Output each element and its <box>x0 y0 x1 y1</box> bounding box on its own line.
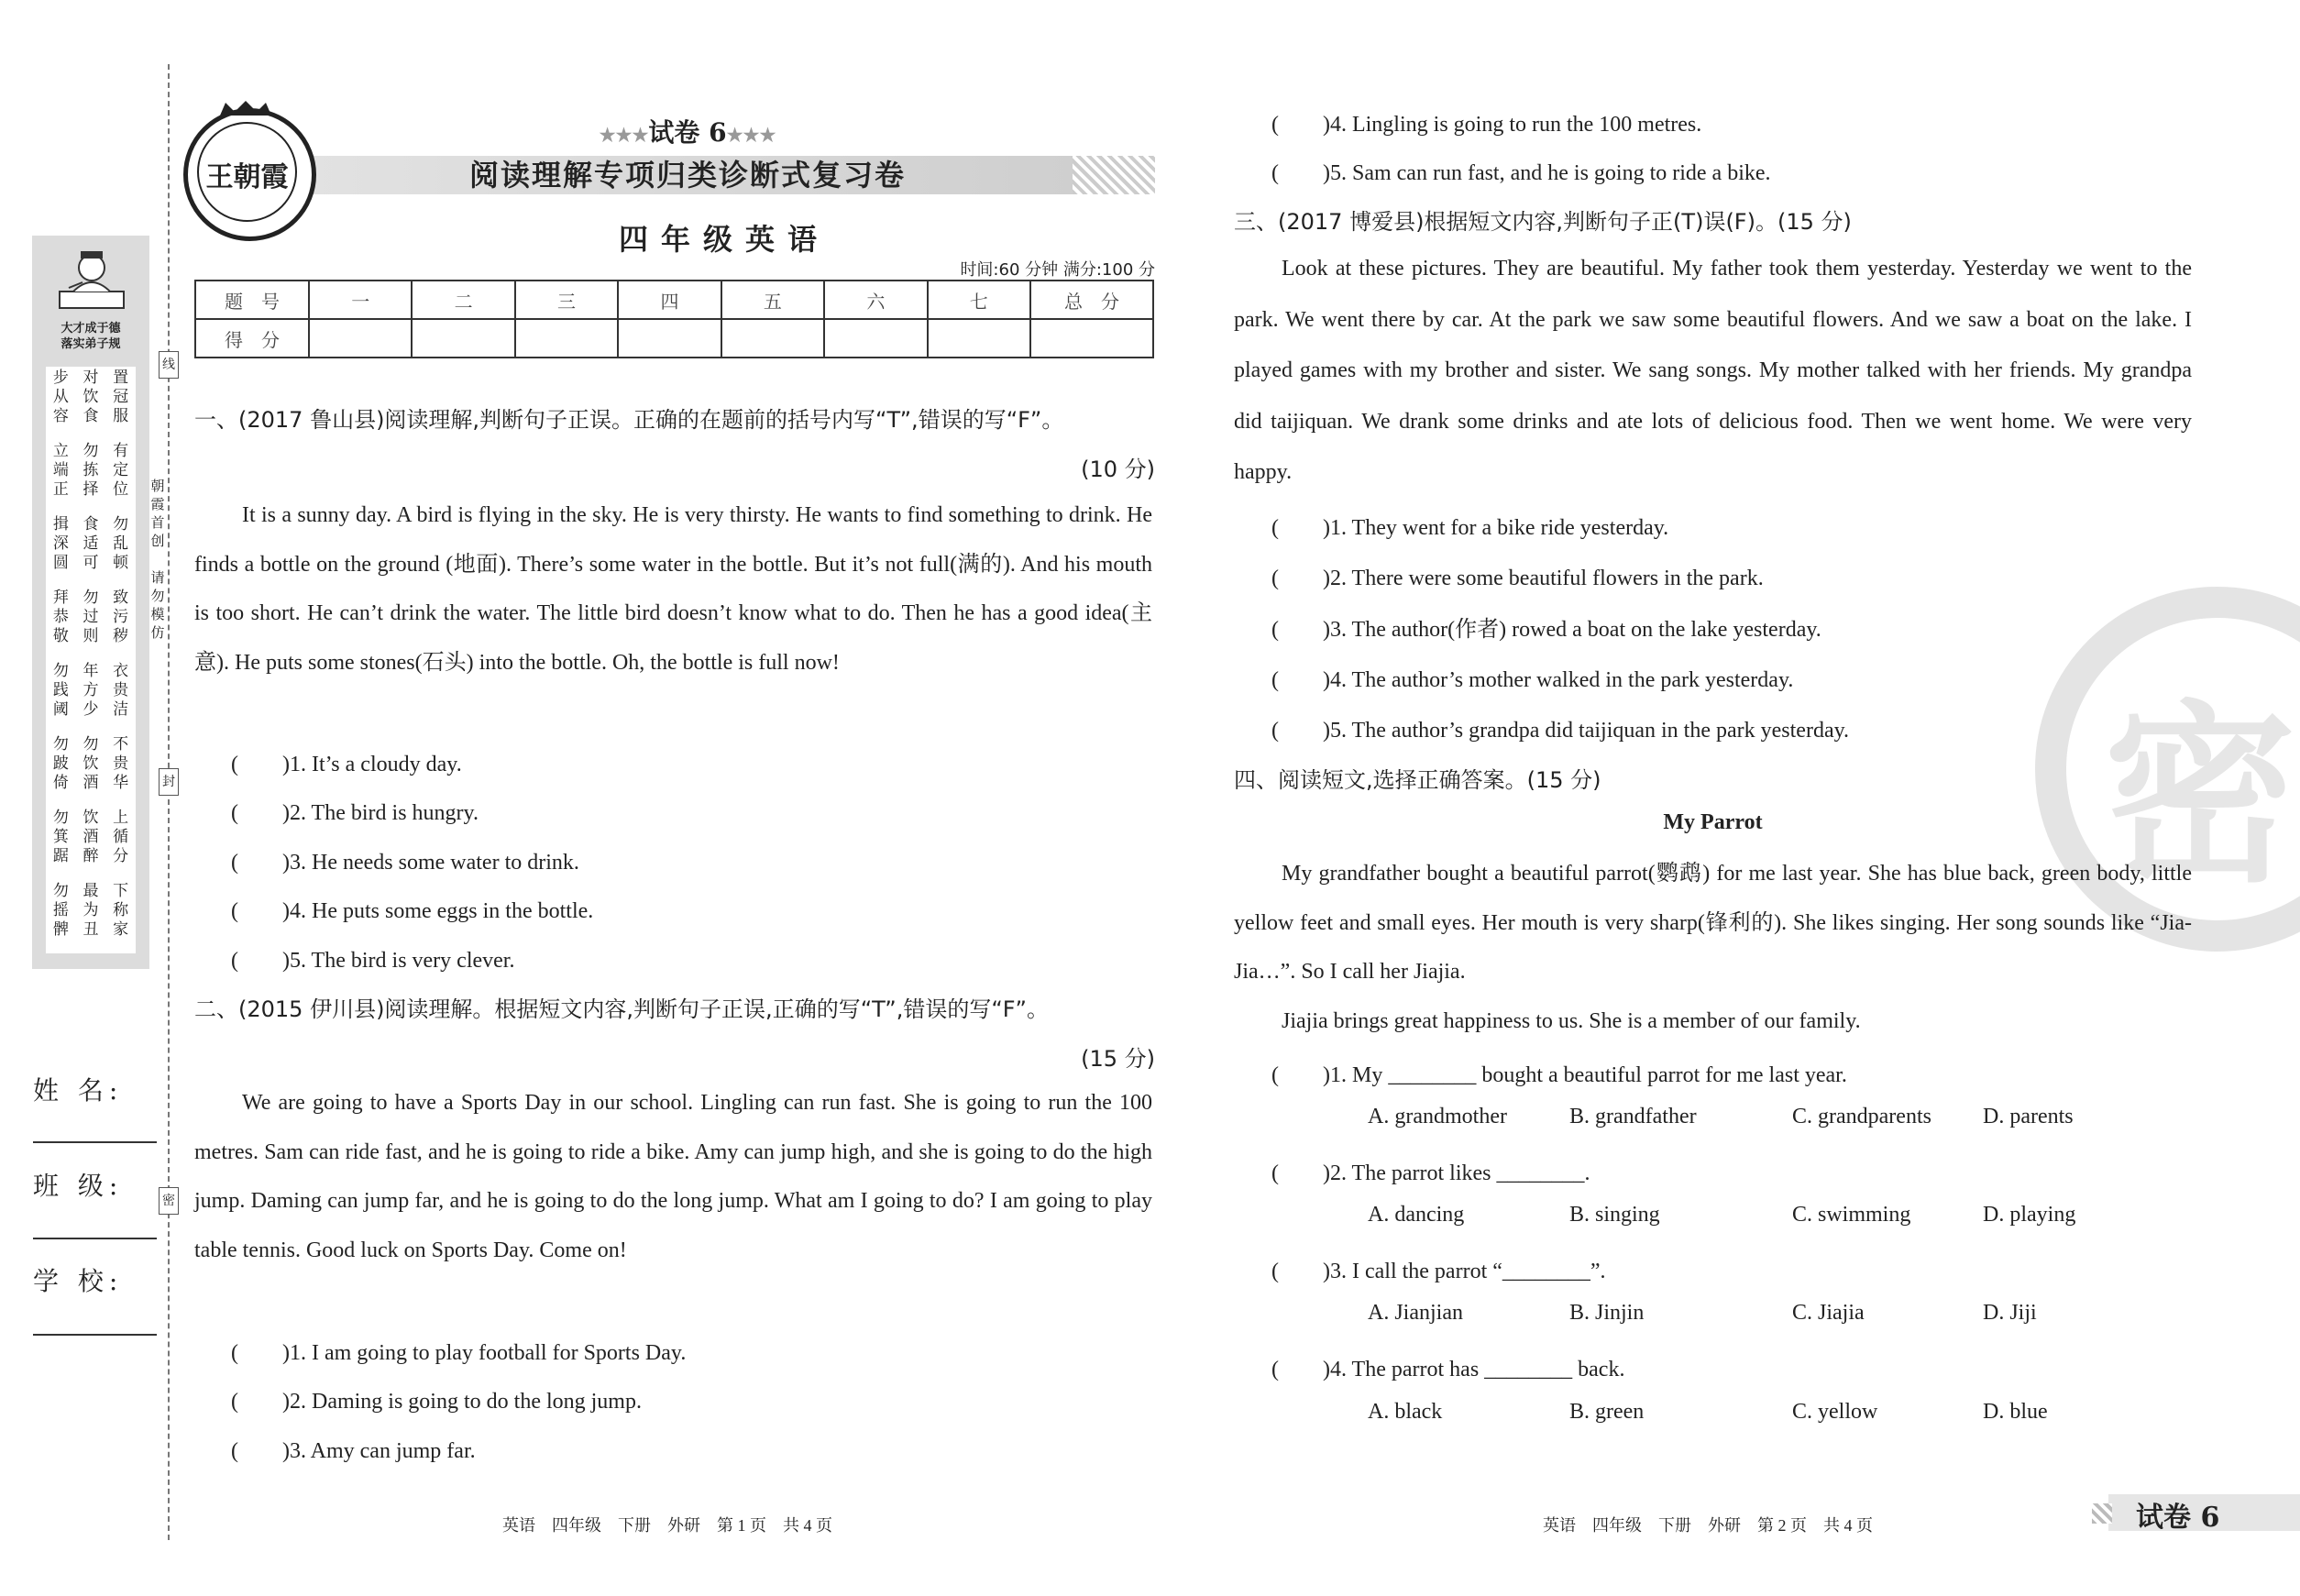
section3-passage: Look at these pictures. They are beautiful. My father took them yesterday. Yesterday we went to the park. We went there by car. At the park we saw some beautiful flowers. And we saw a boat on the lake. I played games with my brother and sister. We sang songs. My mother talked with her friends. My grandpa did taijiquan. We drank some drinks and ate lots of delicious food. Then we went home. We were very happy. <box>1234 257 2192 484</box>
s4-q1-option-d[interactable]: D. parents <box>1983 1105 2074 1128</box>
fold-mark-top: 线 <box>159 351 179 379</box>
score-table <box>194 280 1154 358</box>
section1-heading: 一、(2017 鲁山县)阅读理解,判断句子正误。正确的在题前的括号内写“T”,错误的写“F”。 <box>194 407 1064 433</box>
s1-question-1[interactable]: ( )1. It’s a cloudy day. <box>231 753 462 776</box>
score-table-cell: 四 <box>618 281 721 319</box>
crown-icon <box>218 101 273 117</box>
s4-question-3[interactable]: ( )3. I call the parrot “________”. <box>1271 1260 1606 1283</box>
section1-points: (10 分) <box>1081 457 1155 482</box>
s1-question-5[interactable]: ( )5. The bird is very clever. <box>231 949 515 973</box>
score-input-cell[interactable] <box>515 319 618 358</box>
s4-q2-option-b[interactable]: B. singing <box>1569 1203 1660 1227</box>
motto-group-3: 揖 食 勿 深 适 乱 圆 可 顿 <box>52 515 129 572</box>
ribbon-dots <box>1073 156 1155 194</box>
fold-note-no-copy: 请勿模仿 <box>150 569 165 641</box>
s4-q4-option-b[interactable]: B. green <box>1569 1400 1645 1424</box>
motto-heading: 大才成于德 落实弟子规 <box>61 322 121 351</box>
exam-series: ★★★试卷 6★★★ <box>599 117 776 148</box>
s4-q2-option-c[interactable]: C. swimming <box>1792 1203 1911 1227</box>
section1-passage: It is a sunny day. A bird is flying in the sky. He is very thirsty. He wants to find something to drink. He finds a bottle on the ground (地面). There’s some water in the bottle. But it’s not full(满的). And his mouth is too short. He can’t drink the water. The little bird doesn’t know what to do. Then he has a good idea(主意). He puts some stones(石头) into the bottle. Oh, the bottle is full now! <box>194 503 1152 675</box>
score-input-cell[interactable] <box>928 319 1030 358</box>
s1-question-4[interactable]: ( )4. He puts some eggs in the bottle. <box>231 899 594 923</box>
score-table-cell: 题 号 <box>195 281 309 319</box>
exam-meta: 时间:60 分钟 满分:100 分 <box>960 260 1155 280</box>
s3-question-2[interactable]: ( )2. There were some beautiful flowers in the park. <box>1271 567 1764 590</box>
class-field[interactable] <box>33 1238 157 1239</box>
school-label: 学 校: <box>33 1266 124 1296</box>
s4-question-1[interactable]: ( )1. My ________ bought a beautiful parrot for me last year. <box>1271 1063 1847 1087</box>
confidential-glyph: 密 <box>2103 684 2296 908</box>
score-table-cell: 总 分 <box>1030 281 1153 319</box>
s2-question-1[interactable]: ( )1. I am going to play football for Sports Day. <box>231 1341 687 1365</box>
score-input-cell[interactable] <box>721 319 824 358</box>
s1-question-2[interactable]: ( )2. The bird is hungry. <box>231 801 479 825</box>
motto-group-6: 勿 勿 不 跛 饮 贵 倚 酒 华 <box>52 735 129 792</box>
s2-question-3[interactable]: ( )3. Amy can jump far. <box>231 1439 476 1463</box>
name-field[interactable] <box>33 1141 157 1143</box>
score-table-score-row <box>195 319 1153 358</box>
s4-q1-option-b[interactable]: B. grandfather <box>1569 1105 1697 1128</box>
motto-group-1: 步 对 置 从 饮 冠 容 食 服 <box>52 369 129 425</box>
section4-passage-2: Jiajia brings great happiness to us. She is a member of our family. <box>1282 1009 1861 1033</box>
score-table-cell: 五 <box>721 281 824 319</box>
motto-group-4: 拜 勿 致 恭 过 污 敬 则 秽 <box>52 589 129 645</box>
score-table-cell: 三 <box>515 281 618 319</box>
s3-question-3[interactable]: ( )3. The author(作者) rowed a boat on the lake yesterday. <box>1271 618 1821 642</box>
s3-question-5[interactable]: ( )5. The author’s grandpa did taijiquan in the park yesterday. <box>1271 719 1850 743</box>
score-table-cell: 得 分 <box>195 319 309 358</box>
tab-dots <box>2092 1503 2112 1524</box>
grade-subject: 四年级英语 <box>618 222 830 257</box>
score-input-cell[interactable] <box>824 319 927 358</box>
s2-question-4[interactable]: ( )4. Lingling is going to run the 100 metres. <box>1271 113 1702 137</box>
score-input-cell[interactable] <box>618 319 721 358</box>
s4-q3-option-b[interactable]: B. Jinjin <box>1569 1301 1645 1325</box>
s4-q3-option-d[interactable]: D. Jiji <box>1983 1301 2037 1325</box>
fold-line <box>168 64 170 1540</box>
section2-points: (15 分) <box>1081 1046 1155 1072</box>
motto-group-8: 勿 最 下 摇 为 称 髀 丑 家 <box>52 882 129 939</box>
s4-q4-option-a[interactable]: A. black <box>1368 1400 1443 1424</box>
score-table-cell: 二 <box>412 281 514 319</box>
motto-group-2: 立 勿 有 端 拣 定 正 择 位 <box>52 442 129 499</box>
score-table-cell: 一 <box>309 281 412 319</box>
document-title: 阅读理解专项归类诊断式复习卷 <box>468 158 906 193</box>
s2-question-2[interactable]: ( )2. Daming is going to do the long jump. <box>231 1390 642 1414</box>
footer-page-1: 英语 四年级 下册 外研 第 1 页 共 4 页 <box>502 1516 832 1535</box>
paper-tab-label: 试卷 6 <box>2136 1502 2220 1534</box>
score-table-header-row <box>195 281 1153 319</box>
story-title: My Parrot <box>1663 810 1763 834</box>
motto-group-7: 勿 饮 上 箕 酒 循 踞 醉 分 <box>52 809 129 865</box>
motto-group-5: 勿 年 衣 践 方 贵 阈 少 洁 <box>52 662 129 719</box>
score-input-cell[interactable] <box>1030 319 1153 358</box>
fold-note-original: 朝霞首创 <box>150 478 165 549</box>
s4-question-4[interactable]: ( )4. The parrot has ________ back. <box>1271 1358 1625 1381</box>
score-input-cell[interactable] <box>412 319 514 358</box>
s4-q3-option-c[interactable]: C. Jiajia <box>1792 1301 1865 1325</box>
s3-question-1[interactable]: ( )1. They went for a bike ride yesterday. <box>1271 516 1669 540</box>
s4-q4-option-c[interactable]: C. yellow <box>1792 1400 1878 1424</box>
s4-q2-option-a[interactable]: A. dancing <box>1368 1203 1465 1227</box>
footer-page-2: 英语 四年级 下册 外研 第 2 页 共 4 页 <box>1543 1516 1873 1535</box>
section4-heading: 四、阅读短文,选择正确答案。(15 分) <box>1234 767 1601 793</box>
school-field[interactable] <box>33 1334 157 1336</box>
s3-question-4[interactable]: ( )4. The author’s mother walked in the park yesterday. <box>1271 668 1794 692</box>
section2-heading: 二、(2015 伊川县)阅读理解。根据短文内容,判断句子正误,正确的写“T”,错误的写“F”。 <box>194 996 1049 1022</box>
score-table-cell: 六 <box>824 281 927 319</box>
fold-mark-middle: 封 <box>159 768 179 796</box>
brand-logo-text: 王朝霞 <box>205 161 289 193</box>
s4-question-2[interactable]: ( )2. The parrot likes ________. <box>1271 1161 1590 1185</box>
name-label: 姓 名: <box>33 1075 124 1106</box>
s4-q4-option-d[interactable]: D. blue <box>1983 1400 2048 1424</box>
s2-question-5[interactable]: ( )5. Sam can run fast, and he is going to ride a bike. <box>1271 161 1771 185</box>
s1-question-3[interactable]: ( )3. He needs some water to drink. <box>231 851 579 875</box>
s4-q2-option-d[interactable]: D. playing <box>1983 1203 2076 1227</box>
s4-q3-option-a[interactable]: A. Jianjian <box>1368 1301 1463 1325</box>
s4-q1-option-a[interactable]: A. grandmother <box>1368 1105 1507 1128</box>
s4-q1-option-c[interactable]: C. grandparents <box>1792 1105 1931 1128</box>
section4-passage-1: My grandfather bought a beautiful parrot(鹦鹉) for me last year. She has blue back, green body, little yellow feet and small eyes. Her mouth is very sharp(锋利的). She likes singing. Her song sounds like “Jia-Jia…”. So I call her Jiajia. <box>1234 862 2192 984</box>
score-table-cell: 七 <box>928 281 1030 319</box>
fold-mark-bottom: 密 <box>159 1187 179 1215</box>
section2-passage: We are going to have a Sports Day in our school. Lingling can run fast. She is going to run the 100 metres. Sam can ride fast, and he is going to ride a bike. Amy can jump high, and she is going to do the high jump. Daming can jump far, and he is going to do the long jump. What am I going to do? I am going to play table tennis. Good luck on Sports Day. Come on! <box>194 1091 1152 1262</box>
section3-heading: 三、(2017 博爱县)根据短文内容,判断句子正(T)误(F)。(15 分) <box>1234 209 1852 235</box>
class-label: 班 级: <box>33 1171 124 1201</box>
score-input-cell[interactable] <box>309 319 412 358</box>
scholar-illustration <box>55 246 128 317</box>
